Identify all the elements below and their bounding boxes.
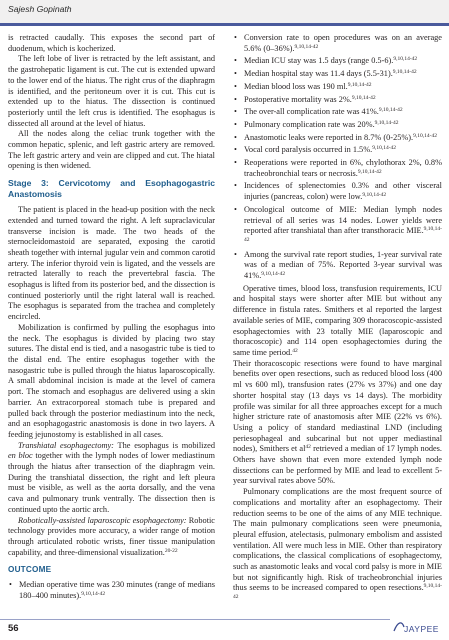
section-heading: OUTCOME: [8, 565, 52, 575]
running-header-author: Sajesh Gopinath: [8, 4, 72, 14]
reference-superscript: 9,10,14-42: [362, 192, 387, 199]
bullet-icon: •: [234, 145, 237, 155]
paragraph: [233, 284, 442, 359]
paragraph: [8, 441, 215, 516]
list-item: [233, 69, 442, 80]
list-item: [233, 133, 442, 144]
list-item: [233, 145, 442, 156]
bullet-icon: •: [234, 69, 237, 79]
bullet-icon: •: [234, 249, 237, 259]
list-item: [233, 250, 442, 282]
list-item-text: Anastomotic leaks were reported in 8.7% (0-25%).: [244, 132, 414, 142]
bullet-icon: •: [9, 580, 12, 590]
paragraph: is retracted caudally. This exposes the second part of duodenum, which is kocherized.: [8, 33, 215, 53]
reference-superscript: 9,10,14-42: [372, 145, 397, 152]
reference-superscript: 9,10,14-42: [392, 69, 417, 76]
footer-rule: [0, 619, 390, 620]
paragraph: The left lobe of liver is retracted by the left assistant, and the gastrohepatic ligament is cut. The cut is extended upward to the lower end of the hiatus. The right crus of the diaphragm is identified, and the peritoneum over it is cut. This cut is extended up to the hiatus. The dissection is continued posteriorly until the left crus is identified. The esophagus is dissected all around at the level of hiatus.: [8, 54, 215, 128]
paragraph-text: Their thoracoscopic resections were found to have marginal benefits over open resections, such as reduced blood loss (400 ml vs 600 ml), transfusion rates (27% vs 37%) and one day shorter hospital stay (13 days vs 14 days). The morbidity profile was similar for all three approaches except for a much higher stricture rate of anastomosis after MIE (22% vs 6%). Using a policy of standard mediastinal LND (including periesophageal and subcarinal but not upper mediastinal nodes), Smithers et al: [233, 358, 442, 454]
section-heading: Stage 3: Cervicotomy and Esophagogastric Anastomosis: [8, 178, 215, 200]
list-item: [233, 107, 442, 118]
bullet-icon: •: [234, 181, 237, 191]
paragraph: Mobilization is confirmed by pulling the esophagus into the neck. The esophagus is divided by placing two stay sutures. The distal end is tied, and a nasogastric tube is tied to the distal end. The entire esophagus together with the nasogastric tube is pulled through the hiatus laparoscopically. A small abdominal incision is made at the level of camera port. The stomach and esophagus are delivered using a skin barrier. An extracorporeal stomach tube is prepared and pulled back through the posterior mediastinum into the neck, and an esophagogastric anastomosis is done in two layers. A feeding jejunostomy is established in all cases.: [8, 322, 215, 439]
paragraph-text: Pulmonary complications are the most frequent source of complications and mortality after an esophagectomy. Their reduction seems to be one of the aims of any MIE technique. The main pulmonary complications seen were pneumonia, pleural effusion, atelectasis, pulmonary embolism and assisted ventilation. All were much less in MIE. Other than respiratory complications, the classical complications of esophagectomy, such as anastomotic leaks and vocal cord palsy is more in MIE but not significantly high. Risk of tracheobronchial injuries thus seems to be increased compared to open resections.: [233, 487, 442, 593]
paragraph-text: retrieved a median of 17 lymph nodes. Others have shown that even more extended lymph node dissections can be performed by MIE and lead to excellent 5-year survival rates above 50%.: [233, 444, 442, 486]
reference-superscript: 9,10,14-42: [351, 94, 376, 101]
paragraph-text: Robotic technology provides more accuracy, a wider range of motion through articulated robotic wrists, finer tissue manipulation capability, and three-dimensional visualization.: [8, 515, 215, 557]
bullet-icon: •: [234, 132, 237, 142]
reference-superscript: 9,10,14-42: [261, 271, 286, 278]
outcome-list: [233, 33, 442, 282]
bullet-icon: •: [234, 33, 237, 42]
bullet-icon: •: [234, 107, 237, 117]
list-item-text: Median ICU stay was 1.5 days (range 0.5-6).: [244, 56, 394, 66]
reference-superscript: 42: [292, 347, 298, 354]
reference-superscript: 9,10,14-42: [378, 107, 403, 114]
paragraph-lead: Robotically-assisted laparoscopic esophagectomy:: [18, 515, 187, 525]
running-header-bar: [0, 0, 449, 23]
publisher-logo-text: JAYPEE: [404, 624, 439, 634]
reference-superscript: 9,10,14-42: [81, 591, 106, 598]
bullet-icon: •: [234, 56, 237, 66]
list-item: [233, 95, 442, 106]
list-item: [233, 33, 442, 54]
bullet-icon: •: [234, 204, 237, 214]
paragraph-text: together with the lymph nodes of lower mediastinum through the hiatus after transection of the diaphragm vein. During the transhiatal dissection, the right and left pleura must be visible, as well as the aorta dorsally, and the vena cava and pulmonary trunk ventrally. The dissection then is continued upto the aortic arch.: [8, 451, 215, 514]
reference-superscript: 9,10,14-42: [393, 56, 418, 63]
bullet-icon: •: [234, 119, 237, 129]
left-column: [8, 33, 215, 604]
reference-superscript: 9,10,14-42: [357, 168, 382, 175]
list-item-text: Incidences of splenectomies 0.3% and other visceral injuries (pancreas, colon) were low.: [244, 181, 442, 202]
header-rule: [0, 23, 449, 26]
outcome-list: [8, 580, 215, 601]
reference-superscript: 9,10,14-42: [413, 132, 437, 139]
reference-superscript: 9,10,14-42: [244, 226, 442, 243]
list-item-text: Conversion rate to open procedures was on an average 5.6% (0–36%).: [244, 33, 442, 53]
paragraph: The patient is placed in the head-up position with the neck extended and turned toward the right. A left supraclavicular transverse incision is made. The two heads of the sternocleidomastoid are separated, exposing the carotid sheath together with internal jugular vein and common carotid artery. The inferior thyroid vein is ligated, and the vessels are retracted laterally to reach the prevertebral fascia. The esophagus is lifted from its posterior bed, and the dissection is continued posteriorly until the right lateral wall is reached. The esophagus is separated from the trachea and completely encircled.: [8, 205, 215, 322]
paragraph: [233, 487, 442, 605]
list-item-text: Oncological outcome of MIE: Median lymph nodes retrieval of all series was 14 nodes. Lower yields were reported after transhiatal than after transthoracic MIE.: [244, 204, 442, 236]
paragraph: [233, 359, 442, 487]
reference-superscript: 9,10,14-42: [374, 119, 399, 126]
bullet-icon: •: [234, 81, 237, 91]
list-item-text: Postoperative mortality was 2%.: [244, 94, 352, 104]
list-item: [233, 181, 442, 202]
list-item: [233, 158, 442, 179]
reference-superscript: 9,10,14-42: [233, 583, 442, 601]
list-item: [233, 56, 442, 67]
list-item-text: Vocal cord paralysis occurred in 1.5%.: [244, 145, 373, 155]
list-item: [233, 120, 442, 131]
paragraph-lead: Transhiatal esophagectomy:: [18, 440, 114, 450]
list-item: [8, 580, 215, 601]
paragraph-text: The esophagus is mobilized: [113, 440, 215, 450]
paragraph: [8, 516, 215, 559]
bullet-icon: •: [234, 158, 237, 168]
list-item: [233, 205, 442, 248]
page-number: 56: [8, 623, 19, 634]
list-item-text: Pulmonary complication rate was 20%.: [244, 119, 375, 129]
list-item-text: Median blood loss was 190 ml.: [244, 81, 348, 91]
reference-superscript: 9,10,14-42: [347, 81, 372, 88]
right-column: [233, 33, 442, 605]
paragraph-italic: en bloc: [8, 451, 33, 461]
paragraph: All the nodes along the celiac trunk together with the common hepatic, splenic, and left gastric artery are removed. The left gastric artery and vein are clipped and cut. The hiatal opening is then widened.: [8, 129, 215, 171]
list-item-text: Reoperations were reported in 6%, chylothorax 2%, 0.8% tracheobronchial tears or necrosis.: [244, 158, 442, 178]
list-item-text: Among the survival rate report studies, 1-year survival rate was of a median of 75%. Reported 3-year survival was 41%.: [244, 249, 442, 281]
reference-superscript: 42: [305, 444, 311, 451]
list-item-text: Median hospital stay was 11.4 days (5.5-31).: [244, 69, 393, 79]
paragraph-text: Operative times, blood loss, transfusion requirements, ICU and hospital stays were shorter after MIE but without any difference in fistula rates. Smithers et al reported the largest available series of MIE, comparing 309 thoracoscopic-assisted esophagectomies with 23 totally MIE (laparoscopic and thoracoscopic) and 114 open esophagectomies during the same time period.: [233, 283, 442, 357]
list-item-text: Median operative time was 230 minutes (range of medians 180–400 minutes).: [19, 580, 215, 601]
reference-superscript: 20-22: [164, 547, 178, 554]
bullet-icon: •: [234, 94, 237, 104]
list-item: [233, 82, 442, 93]
reference-superscript: 9,10,14-42: [294, 43, 319, 50]
list-item-text: The over-all complication rate was 41%.: [244, 107, 379, 117]
